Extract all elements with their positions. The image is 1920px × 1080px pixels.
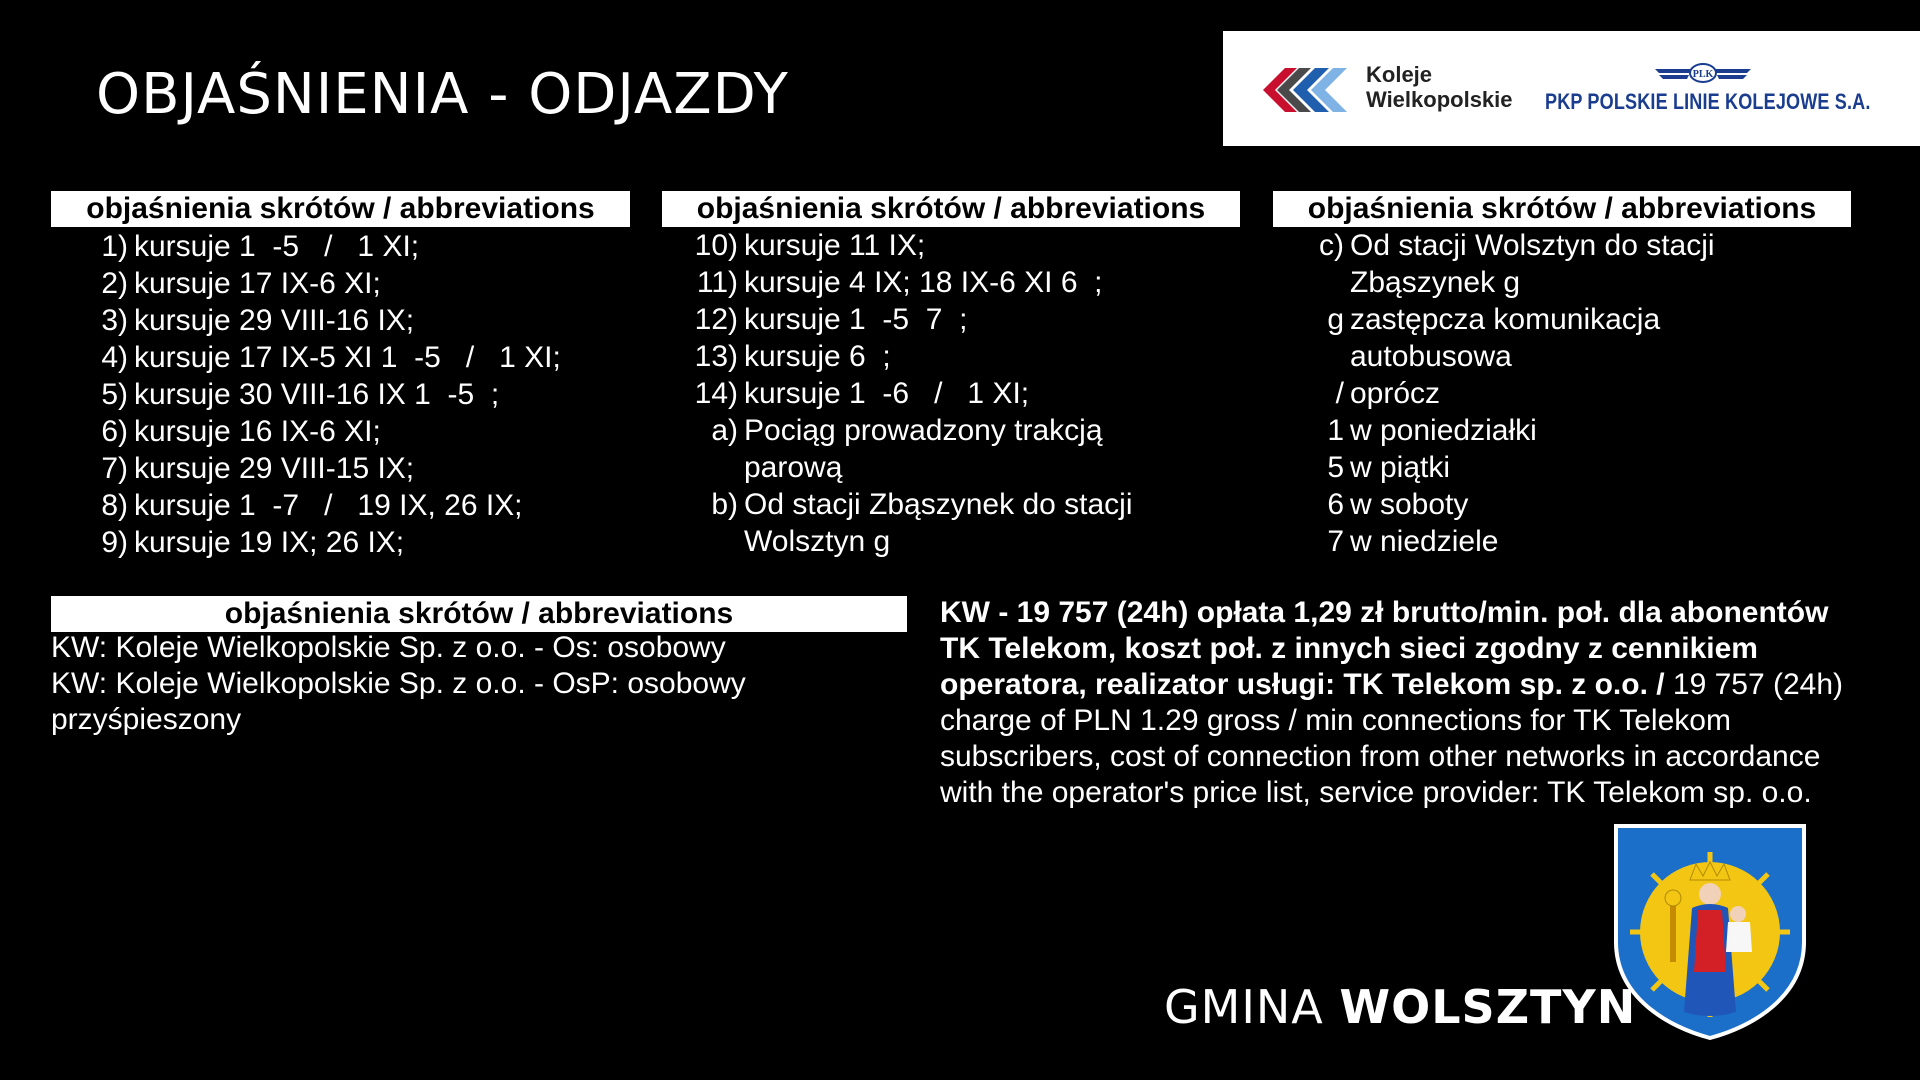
item-text: w soboty xyxy=(1350,488,1469,521)
gmina-label-light: GMINA xyxy=(1164,980,1340,1034)
item-number: 8) xyxy=(101,489,128,522)
item-text: Od stacji Zbąszynek do stacji xyxy=(744,488,1133,521)
gmina-label-bold: WOLSZTYN xyxy=(1339,980,1637,1034)
item-number: g xyxy=(1327,303,1344,336)
item-number: b) xyxy=(711,488,738,521)
abbreviations-list-col1 xyxy=(51,228,631,561)
list-item xyxy=(662,338,1242,375)
item-text: oprócz xyxy=(1350,377,1441,410)
item-text: kursuje 6 ; xyxy=(744,340,891,373)
list-item xyxy=(51,339,631,376)
item-number: 14) xyxy=(694,377,738,410)
item-number: a) xyxy=(711,414,738,447)
koleje-wielkopolskie-logo-icon xyxy=(1263,64,1363,116)
item-text: kursuje 29 VIII-16 IX; xyxy=(134,304,415,337)
list-item xyxy=(51,228,631,265)
list-item xyxy=(51,524,631,561)
item-number: 1 xyxy=(1327,414,1344,447)
item-text: kursuje 16 IX-6 XI; xyxy=(134,415,381,448)
item-number xyxy=(1273,264,1350,301)
item-text: kursuje 17 IX-6 XI; xyxy=(134,267,381,300)
list-item xyxy=(51,302,631,339)
abbreviations-header-operators: objaśnienia skrótów / abbreviations xyxy=(51,596,907,632)
item-text: kursuje 11 IX; xyxy=(744,229,926,262)
phone-note-normal: 19 757 (24h) charge of PLN 1.29 gross / min connections for TK Telekom subscribers, cost of connection from other networks in accordance with the operator's price list, service provider: TK Telekom sp. o.o. xyxy=(940,668,1844,809)
kw-logo-line1: Koleje xyxy=(1366,62,1433,87)
item-number: 2) xyxy=(101,267,128,300)
item-number: c) xyxy=(1319,229,1344,262)
wolsztyn-coat-of-arms-icon xyxy=(1612,822,1808,1042)
item-number: 6 xyxy=(1327,488,1344,521)
list-item xyxy=(662,264,1242,301)
item-number: 11) xyxy=(696,266,738,299)
item-text: Od stacji Wolsztyn do stacji xyxy=(1350,229,1715,262)
abbreviations-list-col3 xyxy=(1273,227,1873,560)
item-number: 13) xyxy=(694,340,738,373)
list-item xyxy=(1273,375,1873,412)
item-text: autobusowa xyxy=(1350,340,1512,373)
item-number: 12) xyxy=(694,303,738,336)
gmina-wolsztyn-label xyxy=(1164,980,1636,1034)
operator-line: KW: Koleje Wielkopolskie Sp. z o.o. - Os: osobowy xyxy=(51,631,726,664)
kw-logo-text xyxy=(1366,62,1513,112)
list-item xyxy=(1273,486,1873,523)
plk-logo-text: PKP POLSKIE LINIE KOLEJOWE S.A. xyxy=(1545,89,1871,114)
item-text: Zbąszynek g xyxy=(1350,266,1521,299)
item-number: 1) xyxy=(101,230,128,263)
list-item xyxy=(662,486,1242,523)
item-number xyxy=(662,449,744,486)
item-text: zastępcza komunikacja xyxy=(1350,303,1661,336)
item-text: w niedziele xyxy=(1350,525,1499,558)
list-item xyxy=(1273,264,1873,301)
item-number xyxy=(662,523,744,560)
item-text: kursuje 17 IX-5 XI 1 -5 / 1 XI; xyxy=(134,341,561,374)
abbreviations-header-col1: objaśnienia skrótów / abbreviations xyxy=(51,191,630,227)
item-number: 5 xyxy=(1327,451,1344,484)
list-item xyxy=(51,450,631,487)
item-number: 3) xyxy=(101,304,128,337)
operator-explanations xyxy=(51,630,851,738)
list-item xyxy=(51,376,631,413)
phone-info-note xyxy=(940,595,1860,811)
item-text: kursuje 1 -6 / 1 XI; xyxy=(744,377,1030,410)
item-number: 5) xyxy=(101,378,128,411)
kw-logo-line2: Wielkopolskie xyxy=(1366,87,1513,112)
item-text: kursuje 30 VIII-16 IX 1 -5 ; xyxy=(134,378,500,411)
item-number: / xyxy=(1335,377,1344,410)
item-number: 10) xyxy=(694,229,738,262)
abbreviations-header-col2: objaśnienia skrótów / abbreviations xyxy=(662,191,1240,227)
list-item xyxy=(1273,227,1873,264)
item-text: w poniedziałki xyxy=(1350,414,1537,447)
list-item xyxy=(662,523,1242,560)
item-text: kursuje 1 -7 / 19 IX, 26 IX; xyxy=(134,489,523,522)
page-title: OBJAŚNIENIA - ODJAZDY xyxy=(96,62,789,127)
list-item xyxy=(662,301,1242,338)
abbreviations-list-col2 xyxy=(662,227,1242,560)
item-text: kursuje 4 IX; 18 IX-6 XI 6 ; xyxy=(744,266,1103,299)
operator-line: KW: Koleje Wielkopolskie Sp. z o.o. - OsP: osobowy przyśpieszony xyxy=(51,667,746,736)
list-item xyxy=(662,375,1242,412)
plk-winged-emblem-icon xyxy=(1653,61,1753,91)
phone-note-bold: KW - 19 757 (24h) opłata 1,29 zł brutto/min. poł. dla abonentów TK Telekom, koszt poł. z innych sieci zgodny z cennikiem operatora, realizator usługi: TK Telekom sp. z o.o. / xyxy=(940,596,1829,701)
item-number: 4) xyxy=(101,341,128,374)
item-text: kursuje 19 IX; 26 IX; xyxy=(134,526,405,559)
item-text: Wolsztyn g xyxy=(744,525,891,558)
plk-emblem-text: PLK xyxy=(1692,69,1714,80)
abbreviations-header-col3: objaśnienia skrótów / abbreviations xyxy=(1273,191,1851,227)
list-item xyxy=(662,412,1242,449)
list-item xyxy=(51,487,631,524)
item-number xyxy=(1273,338,1350,375)
list-item xyxy=(1273,412,1873,449)
list-item xyxy=(1273,338,1873,375)
list-item xyxy=(662,449,1242,486)
item-text: parową xyxy=(744,451,843,484)
logo-banner xyxy=(1223,31,1920,146)
item-text: kursuje 1 -5 / 1 XI; xyxy=(134,230,420,263)
list-item xyxy=(51,265,631,302)
item-number: 7 xyxy=(1327,525,1344,558)
item-number: 6) xyxy=(101,415,128,448)
item-text: Pociąg prowadzony trakcją xyxy=(744,414,1103,447)
list-item xyxy=(1273,523,1873,560)
list-item xyxy=(51,413,631,450)
list-item xyxy=(662,227,1242,264)
list-item xyxy=(1273,449,1873,486)
list-item xyxy=(1273,301,1873,338)
item-text: kursuje 1 -5 7 ; xyxy=(744,303,968,336)
item-text: kursuje 29 VIII-15 IX; xyxy=(134,452,415,485)
item-text: w piątki xyxy=(1350,451,1451,484)
item-number: 7) xyxy=(101,452,128,485)
item-number: 9) xyxy=(101,526,128,559)
